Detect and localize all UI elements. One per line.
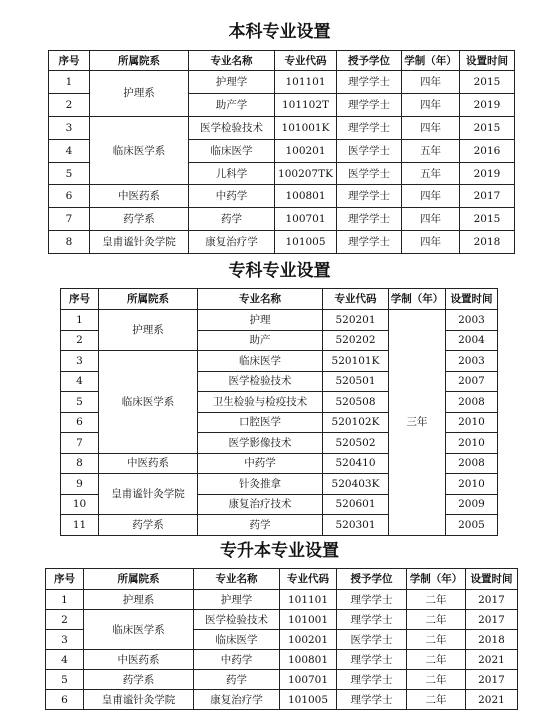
row-number: 7	[49, 208, 90, 231]
time-cell: 2004	[446, 330, 498, 351]
time-cell: 2008	[446, 453, 498, 474]
code-cell: 520501	[323, 371, 389, 392]
code-cell: 520403K	[323, 474, 389, 495]
major-cell: 中药学	[194, 650, 280, 670]
col-header: 所属院系	[84, 569, 194, 590]
dept-cell: 临床医学系	[84, 610, 194, 650]
years-cell: 二年	[407, 630, 466, 650]
years-cell: 三年	[389, 310, 446, 536]
row-number: 8	[61, 453, 99, 474]
dept-cell: 临床医学系	[90, 116, 189, 185]
row-number: 10	[61, 494, 99, 515]
degree-cell: 理学学士	[337, 690, 407, 710]
time-cell: 2017	[466, 670, 518, 690]
code-cell: 100701	[280, 670, 337, 690]
code-cell: 520301	[323, 515, 389, 536]
years-cell: 四年	[402, 185, 460, 208]
major-cell: 口腔医学	[198, 412, 323, 433]
major-cell: 儿科学	[189, 162, 275, 185]
code-cell: 520502	[323, 433, 389, 454]
table-row	[46, 610, 518, 630]
col-header: 学制（年）	[389, 289, 446, 310]
years-cell: 五年	[402, 162, 460, 185]
row-number: 3	[49, 116, 90, 139]
code-cell: 100201	[280, 630, 337, 650]
years-cell: 二年	[407, 670, 466, 690]
row-number: 4	[61, 371, 99, 392]
dept-cell: 皇甫谧针灸学院	[99, 474, 198, 515]
row-number: 9	[61, 474, 99, 495]
major-cell: 医学检验技术	[189, 116, 275, 139]
time-cell: 2010	[446, 474, 498, 495]
row-number: 4	[49, 139, 90, 162]
code-cell: 520202	[323, 330, 389, 351]
major-cell: 护理	[198, 310, 323, 331]
junior-college-title: 专科专业设置	[228, 261, 331, 281]
dept-cell: 护理系	[90, 71, 189, 117]
code-cell: 100801	[275, 185, 337, 208]
row-number: 5	[46, 670, 84, 690]
code-cell: 520601	[323, 494, 389, 515]
time-cell: 2019	[460, 93, 515, 116]
degree-cell: 理学学士	[337, 93, 402, 116]
col-header: 学制（年）	[407, 569, 466, 590]
code-cell: 101001K	[275, 116, 337, 139]
degree-cell: 理学学士	[337, 590, 407, 610]
years-cell: 四年	[402, 71, 460, 94]
time-cell: 2010	[446, 433, 498, 454]
row-number: 6	[61, 412, 99, 433]
row-number: 7	[61, 433, 99, 454]
time-cell: 2015	[460, 71, 515, 94]
table-row	[46, 590, 518, 610]
major-cell: 医学检验技术	[194, 610, 280, 630]
major-cell: 针灸推拿	[198, 474, 323, 495]
time-cell: 2015	[460, 208, 515, 231]
code-cell: 520508	[323, 392, 389, 413]
col-header: 设置时间	[460, 51, 515, 71]
table-row	[49, 116, 515, 139]
code-cell: 520102K	[323, 412, 389, 433]
major-cell: 药学	[189, 208, 275, 231]
row-number: 6	[46, 690, 84, 710]
code-cell: 100701	[275, 208, 337, 231]
table-row	[46, 670, 518, 690]
time-cell: 2007	[446, 371, 498, 392]
row-number: 2	[46, 610, 84, 630]
time-cell: 2010	[446, 412, 498, 433]
row-number: 8	[49, 231, 90, 254]
degree-cell: 医学学士	[337, 139, 402, 162]
degree-cell: 理学学士	[337, 116, 402, 139]
undergraduate-title: 本科专业设置	[228, 22, 331, 42]
code-cell: 101005	[275, 231, 337, 254]
years-cell: 四年	[402, 116, 460, 139]
row-number: 3	[46, 630, 84, 650]
col-header: 序号	[61, 289, 99, 310]
degree-cell: 理学学士	[337, 185, 402, 208]
code-cell: 520201	[323, 310, 389, 331]
years-cell: 四年	[402, 231, 460, 254]
dept-cell: 中医药系	[84, 650, 194, 670]
degree-cell: 理学学士	[337, 231, 402, 254]
years-cell: 二年	[407, 590, 466, 610]
col-header: 设置时间	[466, 569, 518, 590]
dept-cell: 护理系	[99, 310, 198, 351]
major-cell: 护理学	[194, 590, 280, 610]
row-number: 1	[46, 590, 84, 610]
degree-cell: 理学学士	[337, 650, 407, 670]
time-cell: 2017	[466, 610, 518, 630]
row-number: 6	[49, 185, 90, 208]
major-cell: 护理学	[189, 71, 275, 94]
dept-cell: 皇甫谧针灸学院	[90, 231, 189, 254]
time-cell: 2018	[460, 231, 515, 254]
years-cell: 二年	[407, 690, 466, 710]
major-cell: 康复治疗学	[189, 231, 275, 254]
dept-cell: 中医药系	[99, 453, 198, 474]
time-cell: 2021	[466, 650, 518, 670]
col-header: 专业代码	[275, 51, 337, 71]
degree-cell: 医学学士	[337, 630, 407, 650]
code-cell: 520410	[323, 453, 389, 474]
junior-college-table	[60, 288, 498, 536]
dept-cell: 临床医学系	[99, 351, 198, 454]
table-row	[49, 185, 515, 208]
years-cell: 五年	[402, 139, 460, 162]
col-header: 学制（年）	[402, 51, 460, 71]
major-cell: 医学检验技术	[198, 371, 323, 392]
table-header-row	[49, 51, 515, 71]
row-number: 11	[61, 515, 99, 536]
code-cell: 101101	[280, 590, 337, 610]
time-cell: 2009	[446, 494, 498, 515]
code-cell: 100207TK	[275, 162, 337, 185]
years-cell: 二年	[407, 650, 466, 670]
time-cell: 2008	[446, 392, 498, 413]
major-cell: 临床医学	[194, 630, 280, 650]
table-header-row	[46, 569, 518, 590]
table-row	[61, 310, 498, 331]
code-cell: 101102T	[275, 93, 337, 116]
row-number: 2	[61, 330, 99, 351]
row-number: 1	[49, 71, 90, 94]
time-cell: 2019	[460, 162, 515, 185]
col-header: 专业代码	[323, 289, 389, 310]
major-cell: 卫生检验与检疫技术	[198, 392, 323, 413]
time-cell: 2005	[446, 515, 498, 536]
degree-cell: 医学学士	[337, 162, 402, 185]
row-number: 3	[61, 351, 99, 372]
row-number: 1	[61, 310, 99, 331]
major-cell: 临床医学	[189, 139, 275, 162]
col-header: 专业名称	[189, 51, 275, 71]
time-cell: 2016	[460, 139, 515, 162]
time-cell: 2015	[460, 116, 515, 139]
dept-cell: 中医药系	[90, 185, 189, 208]
row-number: 2	[49, 93, 90, 116]
years-cell: 四年	[402, 208, 460, 231]
undergraduate-table	[48, 50, 515, 254]
major-cell: 药学	[194, 670, 280, 690]
dept-cell: 药学系	[90, 208, 189, 231]
row-number: 5	[61, 392, 99, 413]
degree-cell: 理学学士	[337, 610, 407, 630]
dept-cell: 护理系	[84, 590, 194, 610]
col-header: 设置时间	[446, 289, 498, 310]
major-cell: 临床医学	[198, 351, 323, 372]
table-row	[49, 71, 515, 94]
major-cell: 康复治疗技术	[198, 494, 323, 515]
col-header: 授予学位	[337, 569, 407, 590]
col-header: 序号	[49, 51, 90, 71]
time-cell: 2017	[466, 590, 518, 610]
time-cell: 2003	[446, 310, 498, 331]
dept-cell: 药学系	[84, 670, 194, 690]
row-number: 4	[46, 650, 84, 670]
upgrade-table	[45, 568, 518, 710]
col-header: 所属院系	[99, 289, 198, 310]
table-row	[49, 208, 515, 231]
major-cell: 康复治疗学	[194, 690, 280, 710]
col-header: 授予学位	[337, 51, 402, 71]
table-row	[46, 650, 518, 670]
time-cell: 2017	[460, 185, 515, 208]
table-row	[49, 231, 515, 254]
col-header: 序号	[46, 569, 84, 590]
col-header: 专业名称	[194, 569, 280, 590]
col-header: 专业代码	[280, 569, 337, 590]
code-cell: 101001	[280, 610, 337, 630]
time-cell: 2018	[466, 630, 518, 650]
major-cell: 助产	[198, 330, 323, 351]
major-cell: 医学影像技术	[198, 433, 323, 454]
table-row	[46, 690, 518, 710]
years-cell: 二年	[407, 610, 466, 630]
major-cell: 助产学	[189, 93, 275, 116]
dept-cell: 药学系	[99, 515, 198, 536]
code-cell: 101101	[275, 71, 337, 94]
years-cell: 四年	[402, 93, 460, 116]
code-cell: 100801	[280, 650, 337, 670]
degree-cell: 理学学士	[337, 71, 402, 94]
code-cell: 101005	[280, 690, 337, 710]
degree-cell: 理学学士	[337, 208, 402, 231]
row-number: 5	[49, 162, 90, 185]
upgrade-title: 专升本专业设置	[220, 541, 339, 561]
col-header: 专业名称	[198, 289, 323, 310]
time-cell: 2003	[446, 351, 498, 372]
table-header-row	[61, 289, 498, 310]
major-cell: 中药学	[189, 185, 275, 208]
dept-cell: 皇甫谧针灸学院	[84, 690, 194, 710]
major-cell: 药学	[198, 515, 323, 536]
col-header: 所属院系	[90, 51, 189, 71]
major-cell: 中药学	[198, 453, 323, 474]
degree-cell: 理学学士	[337, 670, 407, 690]
code-cell: 520101K	[323, 351, 389, 372]
code-cell: 100201	[275, 139, 337, 162]
time-cell: 2021	[466, 690, 518, 710]
